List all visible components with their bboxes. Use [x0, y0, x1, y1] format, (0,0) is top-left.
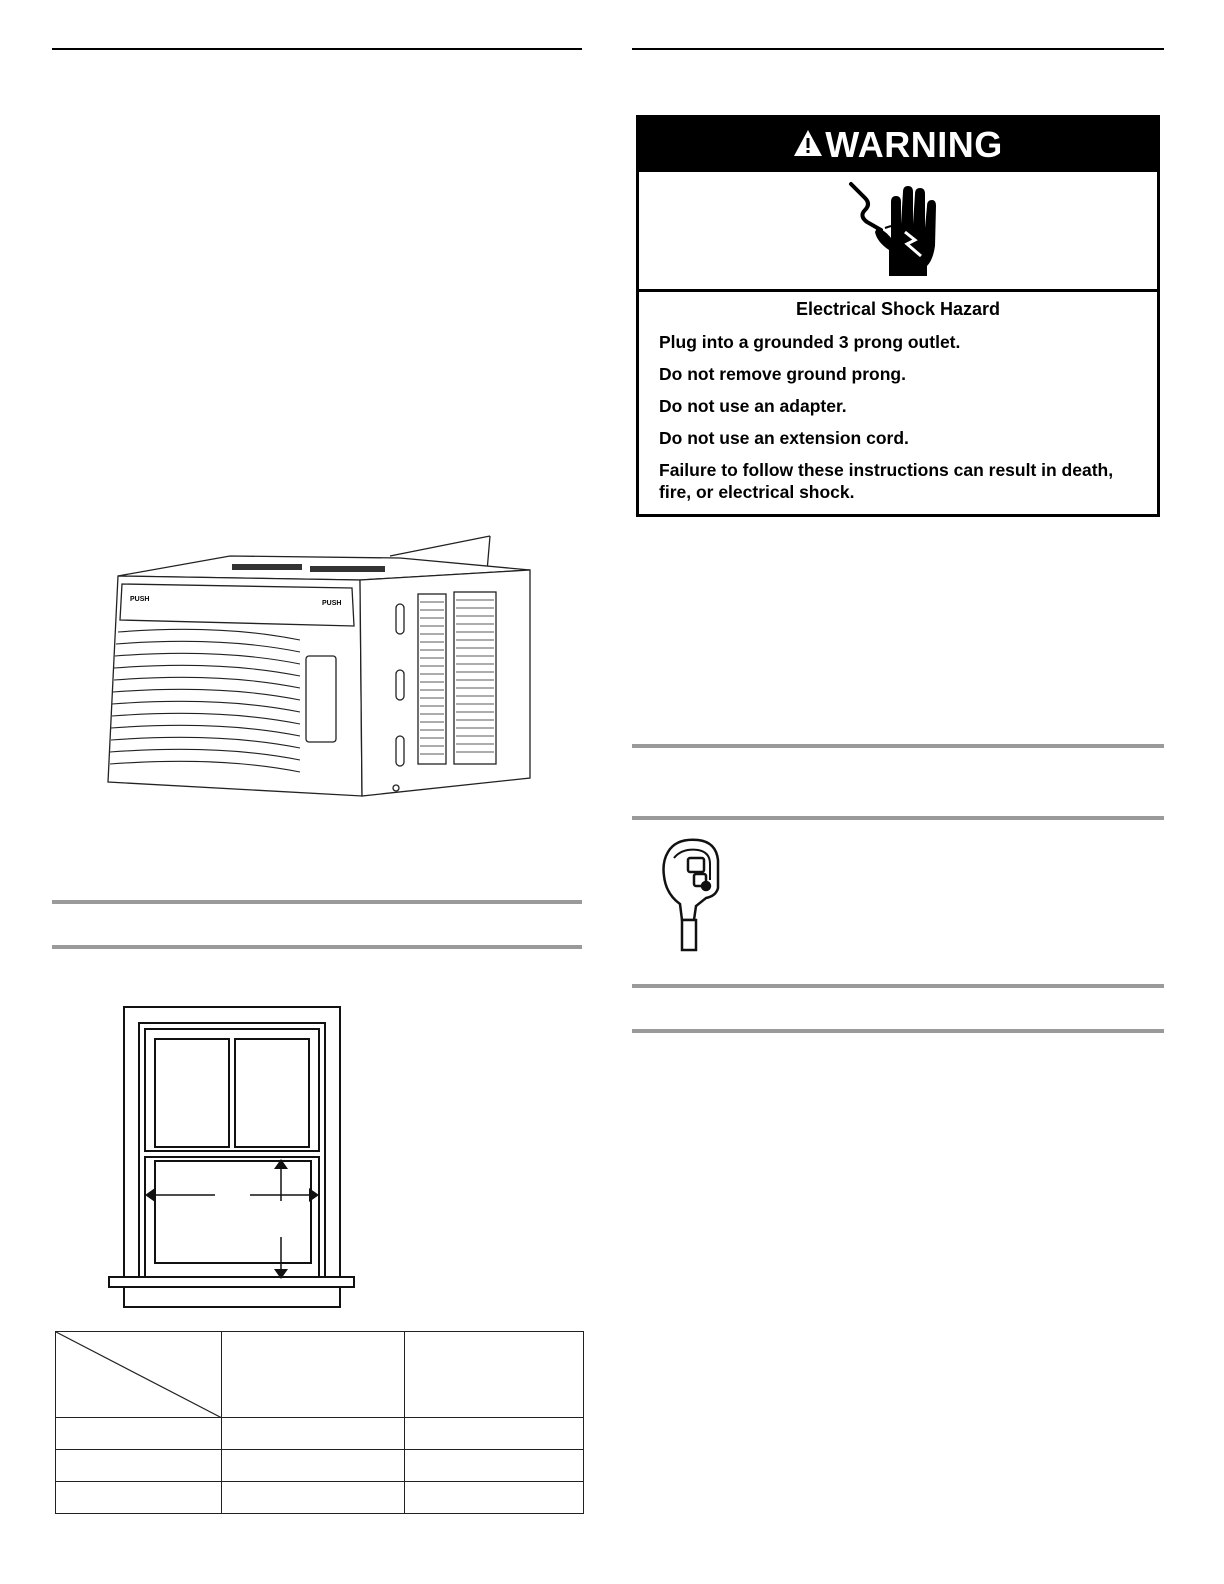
electric-shock-hand-icon: [847, 180, 937, 280]
hazard-title: Electrical Shock Hazard: [795, 299, 1001, 319]
table-cell: [405, 1481, 584, 1513]
left-column-top-rule: [52, 48, 582, 50]
table-cell: [56, 1418, 222, 1449]
air-conditioner-illustration: [100, 530, 540, 805]
push-label-left: PUSH: [130, 596, 150, 603]
warning-line-5: Failure to follow these instructions can result in death, fire, or electrical shock.: [659, 460, 1114, 502]
push-label-right: PUSH: [322, 600, 342, 607]
warning-line-2: Do not remove ground prong.: [659, 364, 906, 384]
table-cell: [56, 1449, 222, 1481]
table-cell: [222, 1418, 405, 1449]
warning-icon-area: [639, 172, 1157, 292]
warning-heading: WARNING: [825, 124, 1003, 165]
warning-triangle-icon: [793, 124, 823, 166]
table-cell: [56, 1481, 222, 1513]
warning-header: [639, 118, 1157, 172]
right-section-rule-4: [632, 1029, 1164, 1033]
table-cell: [222, 1449, 405, 1481]
table-cell: [405, 1418, 584, 1449]
table-header-cell: [405, 1332, 584, 1418]
left-section-rule-2: [52, 945, 582, 949]
table-cell: [222, 1481, 405, 1513]
warning-box: [636, 115, 1160, 517]
table-cell: [405, 1449, 584, 1481]
warning-line-4: Do not use an extension cord.: [659, 428, 909, 448]
grounded-plug-icon: [658, 836, 722, 954]
right-column-top-rule: [632, 48, 1164, 50]
warning-line-3: Do not use an adapter.: [659, 396, 847, 416]
table-header-cell: [222, 1332, 405, 1418]
table-header-diagonal-cell: [56, 1332, 222, 1418]
window-measurement-diagram: [105, 1005, 360, 1310]
window-size-table: [55, 1331, 584, 1514]
right-section-rule-1: [632, 744, 1164, 748]
right-section-rule-2: [632, 816, 1164, 820]
left-section-rule-1: [52, 900, 582, 904]
warning-line-1: Plug into a grounded 3 prong outlet.: [659, 332, 961, 352]
right-section-rule-3: [632, 984, 1164, 988]
